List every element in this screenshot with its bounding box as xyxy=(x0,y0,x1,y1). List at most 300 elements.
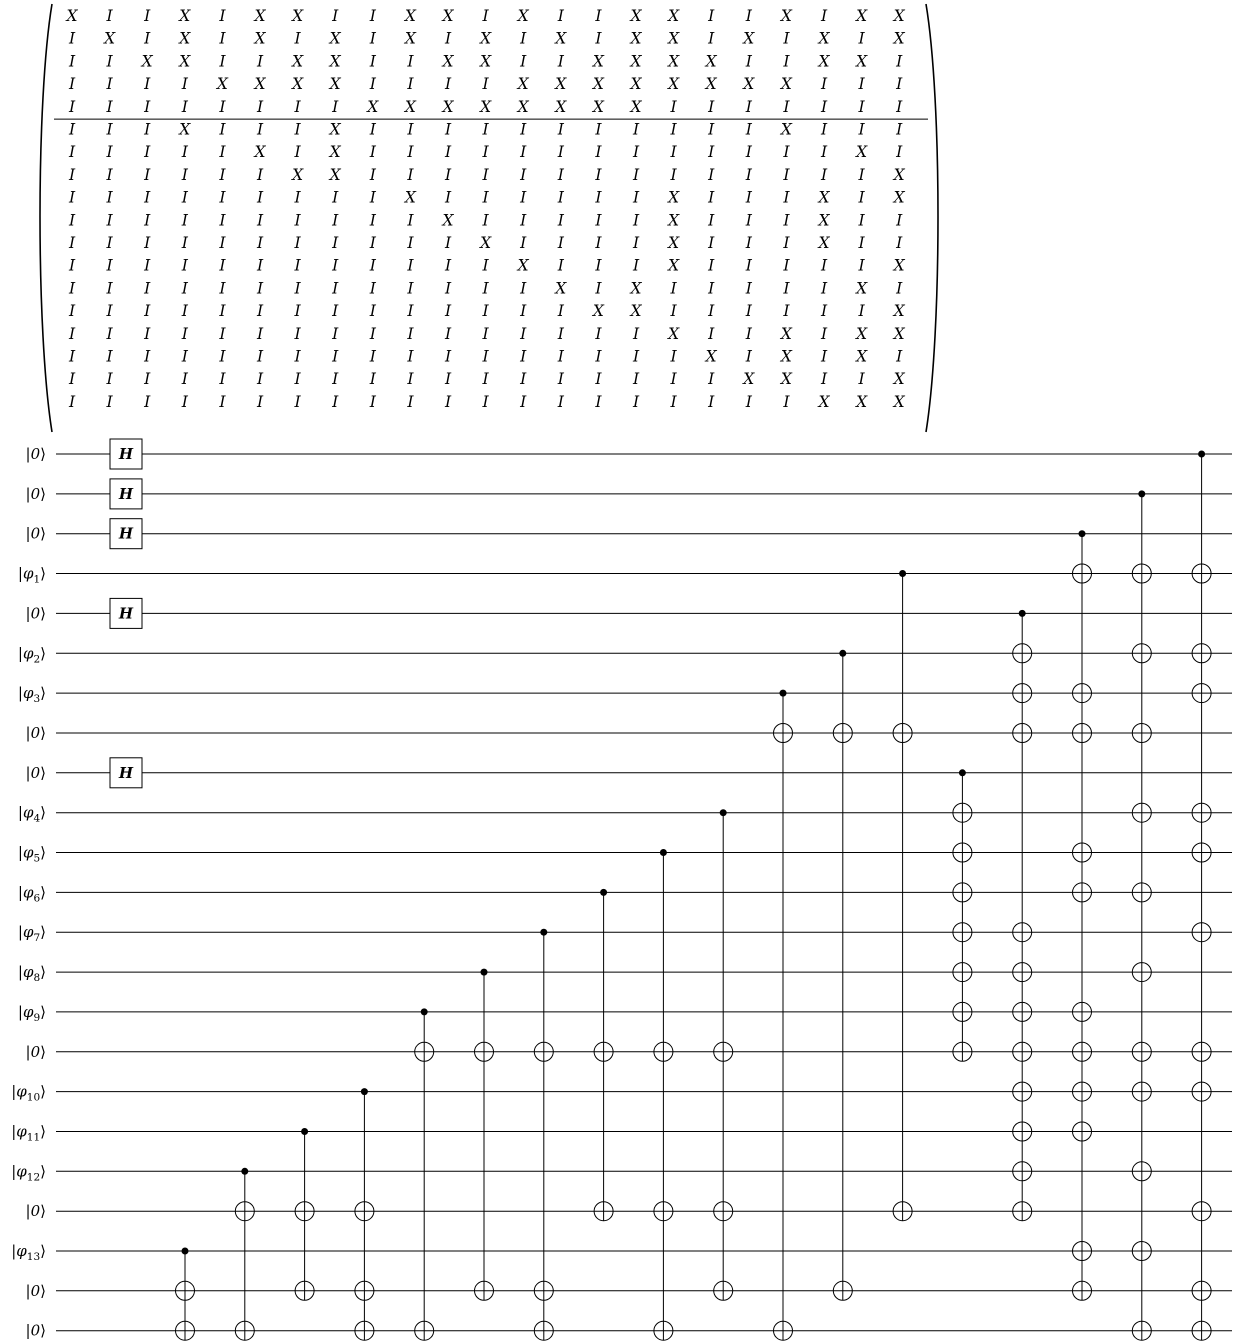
matrix-entry: X xyxy=(517,97,529,116)
matrix-entry: X xyxy=(292,165,304,184)
hadamard-gate xyxy=(110,439,142,469)
matrix-entry: X xyxy=(592,52,604,71)
matrix-entry: I xyxy=(858,370,865,389)
matrix-entry: I xyxy=(294,347,301,366)
matrix-entry: X xyxy=(404,188,416,207)
matrix-entry: I xyxy=(332,370,339,389)
matrix-entry: I xyxy=(444,188,452,207)
matrix-entry: I xyxy=(820,165,828,184)
matrix-entry: X xyxy=(404,7,416,25)
matrix-entry: I xyxy=(219,120,226,139)
matrix-entry: X xyxy=(630,97,642,116)
matrix-entry: I xyxy=(444,324,452,343)
matrix-entry: I xyxy=(520,143,527,162)
control-dot xyxy=(899,570,906,577)
matrix-entry: I xyxy=(256,347,264,366)
matrix-entry: I xyxy=(670,279,677,298)
matrix-entry: X xyxy=(818,211,830,230)
target-oplus xyxy=(235,1321,254,1340)
qubit-label: $|\varphi_4⟩$ xyxy=(17,803,46,825)
matrix-entry: I xyxy=(520,165,527,184)
cnot-gate xyxy=(893,570,912,1221)
matrix-entry: I xyxy=(896,279,903,298)
matrix-entry: I xyxy=(595,347,602,366)
matrix-entry: I xyxy=(670,165,677,184)
matrix-entry: X xyxy=(517,256,529,275)
matrix-entry: I xyxy=(369,392,376,411)
matrix-entry: X xyxy=(404,29,416,48)
target-oplus xyxy=(1192,644,1211,663)
matrix-entry: I xyxy=(520,370,527,389)
matrix-entry: I xyxy=(294,143,301,162)
matrix-entry: I xyxy=(68,256,76,275)
matrix-entry: I xyxy=(106,143,113,162)
matrix-entry: X xyxy=(668,29,680,48)
qubit-label: |0⟩ xyxy=(25,724,46,742)
matrix-entry: I xyxy=(181,279,188,298)
matrix-entry: X xyxy=(630,29,642,48)
matrix-entry: X xyxy=(893,392,905,411)
matrix-entry: I xyxy=(820,279,828,298)
matrix-entry: I xyxy=(369,234,376,252)
matrix-entry: I xyxy=(219,302,226,321)
matrix-entry: I xyxy=(708,120,715,139)
qubit-label: $|\varphi_8⟩$ xyxy=(17,963,46,985)
matrix-entry: I xyxy=(369,75,376,94)
qubit-label: $|\varphi_2⟩$ xyxy=(17,644,46,666)
matrix-entry: I xyxy=(557,392,564,411)
matrix-entry: I xyxy=(332,279,339,298)
matrix-entry: I xyxy=(144,392,151,411)
matrix-entry: X xyxy=(216,75,228,94)
matrix-entry: I xyxy=(407,52,414,71)
cnot-gate xyxy=(235,1168,254,1340)
matrix-entry: I xyxy=(294,324,301,343)
matrix-entry: I xyxy=(745,143,752,162)
matrix-entry: I xyxy=(294,97,301,116)
target-oplus xyxy=(295,1281,314,1300)
qubit-label: |0⟩ xyxy=(25,1321,46,1340)
matrix-entry: I xyxy=(256,256,264,275)
matrix-entry: I xyxy=(144,256,151,275)
matrix-entry: I xyxy=(820,324,828,343)
matrix-entry: X xyxy=(292,52,304,71)
target-oplus xyxy=(1073,684,1092,703)
matrix-entry: I xyxy=(369,120,376,139)
matrix-entry: X xyxy=(442,7,454,25)
matrix-entry: I xyxy=(595,392,602,411)
matrix-entry: I xyxy=(520,29,527,48)
target-oplus xyxy=(654,1042,673,1061)
matrix-entry: I xyxy=(144,29,151,48)
matrix-entry: I xyxy=(181,143,188,162)
target-oplus xyxy=(1013,644,1032,663)
matrix-entry: I xyxy=(745,7,752,25)
matrix-entry: X xyxy=(818,52,830,71)
matrix-entry: I xyxy=(482,120,489,139)
matrix-entry: X xyxy=(630,52,642,71)
control-dot xyxy=(540,929,547,936)
matrix-entry: X xyxy=(292,75,304,94)
matrix-entry: I xyxy=(783,211,790,230)
matrix-entry: X xyxy=(555,97,567,116)
matrix-entry: I xyxy=(708,392,715,411)
target-oplus xyxy=(1073,843,1092,862)
target-oplus xyxy=(295,1202,314,1221)
matrix-entry: I xyxy=(256,165,264,184)
matrix-entry: X xyxy=(743,29,755,48)
target-oplus xyxy=(833,724,852,743)
matrix-entry: I xyxy=(557,143,564,162)
matrix-entry: I xyxy=(144,188,151,207)
matrix-entry: I xyxy=(482,302,489,321)
matrix-entry: I xyxy=(595,279,602,298)
matrix-entry: I xyxy=(181,347,188,366)
matrix-entry: I xyxy=(444,120,452,139)
matrix-entry: I xyxy=(557,211,564,230)
matrix-entry: I xyxy=(745,279,752,298)
matrix-entry: I xyxy=(595,234,602,252)
target-oplus xyxy=(594,1042,613,1061)
matrix-entry: I xyxy=(144,165,151,184)
target-oplus xyxy=(534,1281,553,1300)
matrix-entry: I xyxy=(708,370,715,389)
matrix-entry: I xyxy=(106,211,113,230)
svg-text:H: H xyxy=(118,445,134,463)
target-oplus xyxy=(1013,1042,1032,1061)
matrix-entry: I xyxy=(595,29,602,48)
matrix-entry: I xyxy=(181,392,188,411)
matrix-entry: I xyxy=(745,52,752,71)
matrix-entry: I xyxy=(783,188,790,207)
matrix-entry: I xyxy=(256,234,264,252)
matrix-entry: I xyxy=(294,302,301,321)
target-oplus xyxy=(1132,803,1151,822)
matrix-entry: X xyxy=(592,97,604,116)
matrix-entry: I xyxy=(332,97,339,116)
matrix-entry: X xyxy=(329,143,341,162)
target-oplus xyxy=(1192,1321,1211,1340)
matrix-entry: X xyxy=(630,7,642,25)
target-oplus xyxy=(1192,684,1211,703)
matrix-entry: I xyxy=(219,29,226,48)
matrix-entry: I xyxy=(482,370,489,389)
qubit-label: $|\varphi_7⟩$ xyxy=(17,923,46,945)
target-oplus xyxy=(1132,1242,1151,1261)
matrix-entry: I xyxy=(369,256,376,275)
matrix-entry: I xyxy=(745,324,752,343)
matrix-entry: I xyxy=(670,97,677,116)
matrix-entry: I xyxy=(708,29,715,48)
matrix-entry: I xyxy=(106,392,113,411)
matrix-entry: I xyxy=(106,165,113,184)
target-oplus xyxy=(1132,1082,1151,1101)
hadamard-gate xyxy=(110,479,142,509)
qubit-label: |0⟩ xyxy=(25,445,46,463)
svg-text:H: H xyxy=(118,484,134,503)
matrix-entry: I xyxy=(896,97,903,116)
matrix-entry: I xyxy=(632,347,640,366)
qubit-label: $|\varphi_{11}⟩$ xyxy=(11,1122,46,1144)
matrix-entry: I xyxy=(407,256,414,275)
matrix-entry: I xyxy=(520,392,527,411)
matrix-entry: X xyxy=(254,75,266,94)
matrix-entry: I xyxy=(68,52,76,71)
matrix-entry: I xyxy=(369,29,376,48)
target-oplus xyxy=(1073,1082,1092,1101)
matrix-entry: I xyxy=(670,370,677,389)
matrix-entry: X xyxy=(517,75,529,94)
matrix-entry: X xyxy=(254,7,266,25)
matrix-entry: I xyxy=(294,29,301,48)
matrix-entry: I xyxy=(670,392,677,411)
cnot-gate xyxy=(176,1248,195,1341)
matrix-entry: I xyxy=(896,143,903,162)
matrix-entry: I xyxy=(369,279,376,298)
matrix-entry: I xyxy=(332,256,339,275)
cnot-gate xyxy=(355,1088,374,1340)
matrix-entry: I xyxy=(68,29,76,48)
matrix-entry: I xyxy=(858,75,865,94)
matrix-entry: I xyxy=(219,97,226,116)
matrix-entry: I xyxy=(482,392,489,411)
target-oplus xyxy=(1192,1202,1211,1221)
matrix-entry: I xyxy=(896,75,903,94)
control-dot xyxy=(1019,610,1026,617)
matrix-entry: X xyxy=(743,75,755,94)
matrix-entry: I xyxy=(144,211,151,230)
matrix-entry: I xyxy=(219,256,226,275)
matrix-entry: I xyxy=(783,279,790,298)
control-dot xyxy=(959,769,966,776)
matrix-entry: I xyxy=(144,143,151,162)
matrix-entry: X xyxy=(856,279,868,298)
matrix-entry: I xyxy=(68,75,76,94)
matrix-entry: X xyxy=(893,29,905,48)
qubit-label: $|\varphi_{13}⟩$ xyxy=(11,1242,46,1263)
matrix-entry: I xyxy=(557,165,564,184)
target-oplus xyxy=(534,1042,553,1061)
matrix-entry: X xyxy=(780,75,792,94)
matrix-entry: X xyxy=(668,52,680,71)
matrix-entry: I xyxy=(595,370,602,389)
matrix-entry: I xyxy=(444,347,452,366)
matrix-entry: X xyxy=(668,7,680,25)
matrix-entry: I xyxy=(106,120,113,139)
matrix-entry: I xyxy=(369,211,376,230)
matrix-entry: I xyxy=(332,211,339,230)
matrix-entry: I xyxy=(106,75,113,94)
matrix-entry: I xyxy=(181,234,188,252)
svg-text:H: H xyxy=(118,604,134,623)
matrix-entry: I xyxy=(369,143,376,162)
matrix-entry: I xyxy=(896,234,903,252)
control-dot xyxy=(361,1088,368,1095)
matrix-entry: X xyxy=(780,120,792,139)
target-oplus xyxy=(1132,963,1151,982)
matrix-entry: I xyxy=(181,370,188,389)
matrix-entry: I xyxy=(783,392,790,411)
target-oplus xyxy=(1013,1162,1032,1181)
qubit-label: $|\varphi_5⟩$ xyxy=(17,843,46,865)
cnot-gate xyxy=(1013,610,1032,1221)
qubit-label: $|\varphi_6⟩$ xyxy=(17,883,46,905)
matrix-entry: X xyxy=(668,256,680,275)
control-dot xyxy=(780,690,787,697)
matrix-entry: I xyxy=(68,347,76,366)
matrix-entry: I xyxy=(369,324,376,343)
target-oplus xyxy=(1073,1002,1092,1021)
matrix-entry: I xyxy=(595,188,602,207)
qubit-label: |0⟩ xyxy=(25,524,46,543)
matrix-entry: I xyxy=(557,7,564,25)
matrix-entry: X xyxy=(668,234,680,252)
matrix-entry: X xyxy=(630,302,642,321)
matrix-entry: I xyxy=(444,143,452,162)
matrix-entry: I xyxy=(181,75,188,94)
matrix-entry: I xyxy=(482,188,489,207)
qubit-label: $|\varphi_1⟩$ xyxy=(17,564,46,586)
matrix-entry: I xyxy=(106,52,113,71)
matrix-entry: I xyxy=(632,143,640,162)
matrix-entry: I xyxy=(106,324,113,343)
target-oplus xyxy=(355,1202,374,1221)
matrix-entry: I xyxy=(256,324,264,343)
target-oplus xyxy=(1132,1162,1151,1181)
matrix-entry: I xyxy=(407,143,414,162)
matrix-entry: I xyxy=(332,7,339,25)
matrix-entry: X xyxy=(480,234,492,252)
control-dot xyxy=(421,1008,428,1015)
circuit-wires xyxy=(11,445,1232,1340)
matrix-entry: I xyxy=(256,97,264,116)
cnot-gate xyxy=(295,1128,314,1300)
control-dot xyxy=(301,1128,308,1135)
qubit-label: $|\varphi_{12}⟩$ xyxy=(11,1162,46,1184)
matrix-entry: I xyxy=(708,188,715,207)
matrix-entry: X xyxy=(893,165,905,184)
matrix-entry: I xyxy=(745,256,752,275)
target-oplus xyxy=(654,1321,673,1340)
target-oplus xyxy=(893,1202,912,1221)
matrix-entry: I xyxy=(632,370,640,389)
matrix-entry: I xyxy=(106,302,113,321)
cnot-gate xyxy=(953,769,972,1061)
matrix-entry: I xyxy=(444,165,452,184)
target-oplus xyxy=(1132,1321,1151,1340)
matrix-entry: X xyxy=(668,188,680,207)
cnot-gate xyxy=(1192,451,1211,1341)
matrix-entry: I xyxy=(68,143,76,162)
target-oplus xyxy=(1073,883,1092,902)
target-oplus xyxy=(953,963,972,982)
matrix-entry: I xyxy=(68,370,76,389)
matrix-entry: I xyxy=(820,370,828,389)
hadamard-gate xyxy=(110,598,142,628)
matrix-entry: I xyxy=(708,7,715,25)
matrix-entry: I xyxy=(783,234,790,252)
control-dot xyxy=(481,969,488,976)
control-dot xyxy=(720,809,727,816)
matrix-entry: X xyxy=(705,75,717,94)
matrix-entry: I xyxy=(482,256,489,275)
matrix-entry: I xyxy=(181,211,188,230)
target-oplus xyxy=(355,1281,374,1300)
matrix-entry: I xyxy=(820,256,828,275)
matrix-entry: I xyxy=(68,324,76,343)
target-oplus xyxy=(1013,684,1032,703)
target-oplus xyxy=(1013,963,1032,982)
matrix-entry: I xyxy=(783,165,790,184)
matrix-entry: X xyxy=(780,324,792,343)
matrix-entry: X xyxy=(818,392,830,411)
matrix-entry: X xyxy=(442,211,454,230)
target-oplus xyxy=(893,724,912,743)
target-oplus xyxy=(1192,803,1211,822)
matrix-entry: I xyxy=(820,347,828,366)
matrix-entry: I xyxy=(858,97,865,116)
matrix-entry: I xyxy=(595,7,602,25)
matrix-entry: X xyxy=(442,97,454,116)
matrix-entry: X xyxy=(480,97,492,116)
matrix-entry: I xyxy=(708,302,715,321)
matrix-entry: I xyxy=(144,279,151,298)
target-oplus xyxy=(714,1281,733,1300)
matrix-entry: I xyxy=(482,143,489,162)
target-oplus xyxy=(1013,1202,1032,1221)
matrix-entry: I xyxy=(632,120,640,139)
matrix-entry: I xyxy=(181,97,188,116)
matrix-entry: I xyxy=(407,165,414,184)
matrix-entry: I xyxy=(407,324,414,343)
matrix-entry: I xyxy=(520,120,527,139)
matrix-entry: I xyxy=(256,392,264,411)
matrix-entry: I xyxy=(858,234,865,252)
matrix-entry: X xyxy=(404,97,416,116)
matrix-entry: I xyxy=(219,370,226,389)
target-oplus xyxy=(534,1321,553,1340)
matrix-entry: I xyxy=(256,279,264,298)
matrix-entry: I xyxy=(595,324,602,343)
matrix-entry: I xyxy=(670,143,677,162)
matrix-entry: X xyxy=(555,29,567,48)
matrix-entry: I xyxy=(745,188,752,207)
matrix-entry: I xyxy=(557,370,564,389)
matrix-entry: I xyxy=(896,211,903,230)
matrix-entry: I xyxy=(68,97,76,116)
matrix-entry: I xyxy=(68,211,76,230)
matrix-entry: I xyxy=(144,97,151,116)
target-oplus xyxy=(774,724,793,743)
matrix-entry: I xyxy=(181,256,188,275)
matrix-right-paren xyxy=(926,4,938,432)
target-oplus xyxy=(833,1281,852,1300)
qubit-label: $|\varphi_9⟩$ xyxy=(17,1002,46,1024)
matrix-entry: X xyxy=(329,52,341,71)
matrix-entry: X xyxy=(893,302,905,321)
target-oplus xyxy=(1192,564,1211,583)
matrix-entry: I xyxy=(632,188,640,207)
matrix-entry: X xyxy=(480,29,492,48)
matrix-entry: I xyxy=(294,256,301,275)
matrix-entry: I xyxy=(444,279,452,298)
target-oplus xyxy=(1132,644,1151,663)
matrix-entry: X xyxy=(329,120,341,139)
matrix-entry: I xyxy=(482,7,489,25)
matrix-entry: X xyxy=(141,52,153,71)
matrix-entry: I xyxy=(256,52,264,71)
target-oplus xyxy=(774,1321,793,1340)
